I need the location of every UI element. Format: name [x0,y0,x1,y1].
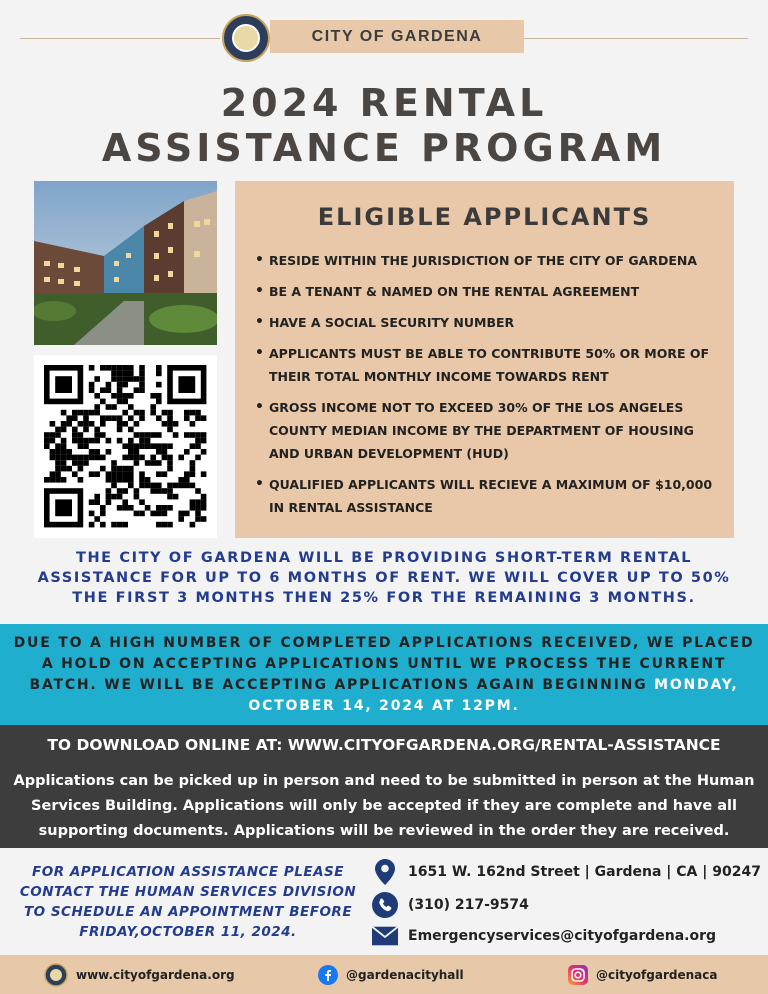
appointment-notice: FOR APPLICATION ASSISTANCE PLEASE CONTACT THE HUMAN SERVICES DIVISION TO SCHEDULE AN APPOINTMENT BEFORE FRIDAY,OCTOBER 11, 2024. [19,864,357,940]
location-pin-icon [372,859,398,885]
page-title-line2: ASSISTANCE PROGRAM [101,126,667,170]
website-link[interactable]: www.cityofgardena.org [76,967,235,982]
eligible-item: • QUALIFIED APPLICANTS WILL RECIEVE A MAXIMUM OF $10,000 IN RENTAL ASSISTANCE [253,473,723,519]
reopen-date: MONDAY, OCTOBER 14, 2024 AT 12PM. [248,677,739,714]
footer-instagram[interactable] [568,955,717,994]
envelope-icon [372,923,398,949]
facebook-handle[interactable]: @gardenacityhall [346,967,464,982]
divider-right [524,38,748,39]
eligible-item: • RESIDE WITHIN THE JURISDICTION OF THE CITY OF GARDENA [253,249,723,272]
eligible-heading: ELIGIBLE APPLICANTS [317,203,652,231]
hold-notice [10,633,758,717]
eligible-item: • HAVE A SOCIAL SECURITY NUMBER [253,311,723,334]
phone-icon [372,892,398,918]
download-link[interactable]: TO DOWNLOAD ONLINE AT: WWW.CITYOFGARDENA.ORG/RENTAL-ASSISTANCE [47,736,721,754]
hold-notice-banner [0,624,768,725]
hold-notice-text: DUE TO A HIGH NUMBER OF COMPLETED APPLICATIONS RECEIVED, WE PLACED A HOLD ON ACCEPTING APPLICATIONS UNTIL WE PROCESS THE CURRENT BATCH. WE WILL BE ACCEPTING APPLICATIONS AGAIN BEGINNING [13,635,755,693]
phone-number[interactable]: (310) 217-9574 [408,897,529,913]
instagram-icon [568,965,588,985]
footer-facebook[interactable] [318,955,464,994]
header [0,0,768,72]
contact-phone [372,891,762,919]
city-seal-small-icon [44,963,68,987]
apartment-photo [34,181,217,345]
address-text: 1651 W. 162nd Street | Gardena | CA | 90247 [408,864,761,880]
footer-website[interactable] [44,955,235,994]
eligible-list [253,249,723,527]
divider-left [20,38,220,39]
eligible-item: • GROSS INCOME NOT TO EXCEED 30% OF THE LOS ANGELES COUNTY MEDIAN INCOME BY THE DEPARTMENT OF HOUSING AND URBAN DEVELOPMENT (HUD) [253,396,723,465]
contact-address [372,858,762,886]
page-title-line1: 2024 RENTAL [220,81,548,125]
city-seal-logo [222,14,270,62]
facebook-icon [318,965,338,985]
email-link[interactable]: Emergencyservices@cityofgardena.org [408,928,717,944]
instagram-handle[interactable]: @cityofgardenaca [596,967,718,982]
qr-code[interactable] [34,355,217,538]
eligible-item: • APPLICANTS MUST BE ABLE TO CONTRIBUTE 50% OR MORE OF THEIR TOTAL MONTHLY INCOME TOWARDS RENT [253,342,723,388]
contact-email [372,922,762,950]
city-label: CITY OF GARDENA [270,20,524,53]
eligible-item: • BE A TENANT & NAMED ON THE RENTAL AGREEMENT [253,280,723,303]
footer [0,955,768,994]
application-instructions: Applications can be picked up in person and need to be submitted in person at the Human Services Building. Applications will only be accepted if they are complete and have all supporting documents. Applications will be reviewed in the order they are received. [13,773,755,839]
eligible-applicants-panel [235,181,734,538]
download-section [0,725,768,848]
rental-assistance-summary: THE CITY OF GARDENA WILL BE PROVIDING SHORT-TERM RENTAL ASSISTANCE FOR UP TO 6 MONTHS OF RENT. WE WILL COVER UP TO 50% THE FIRST 3 MONTHS THEN 25% FOR THE REMAINING 3 MONTHS. [37,550,731,606]
